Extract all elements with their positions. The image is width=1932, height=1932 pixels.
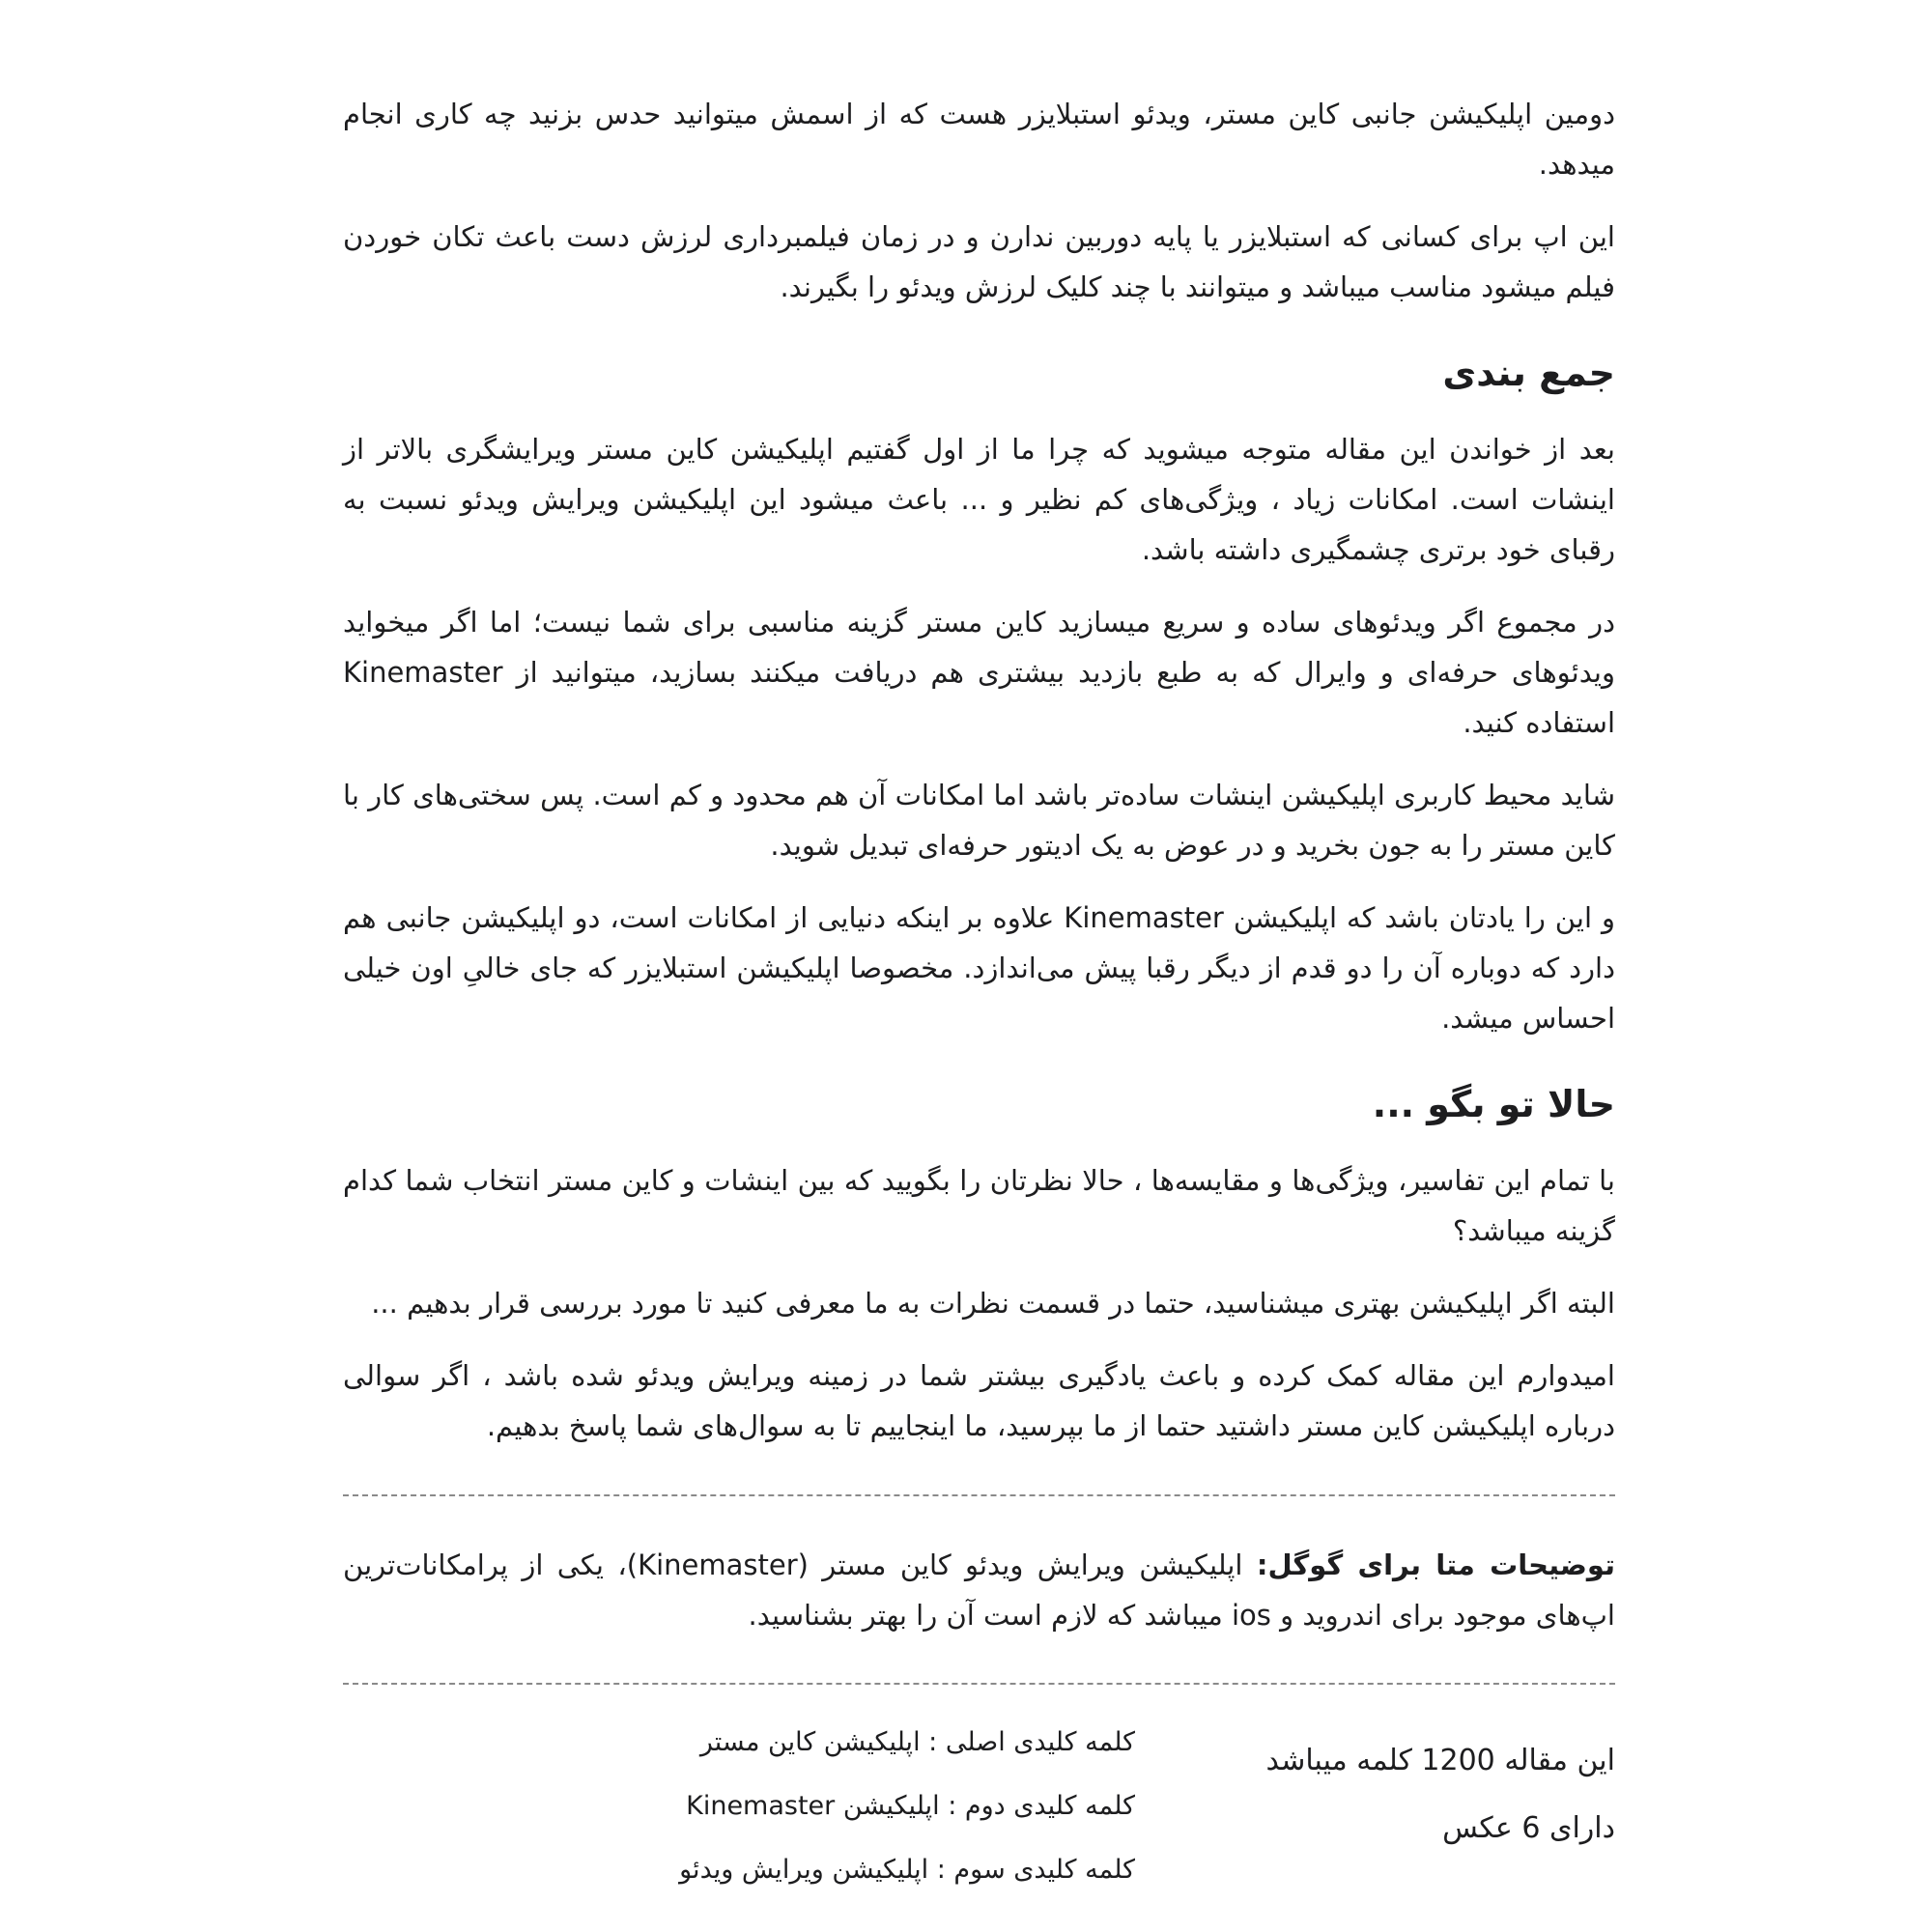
paragraph-stabilizer-intro: دومین اپلیکیشن جانبی کاین مستر، ویدئو استبلایزر هست که از اسمش میتوانید حدس بزنید چه کاری انجام میدهد. bbox=[343, 98, 1615, 181]
dashed-divider bbox=[343, 1683, 1615, 1685]
text-segment: و این را یادتان باشد که اپلیکیشن bbox=[1233, 901, 1615, 934]
dashed-divider bbox=[343, 1494, 1615, 1496]
text-segment: استفاده کنید. bbox=[1463, 706, 1615, 739]
heading-your-turn: حالا تو بگو ... bbox=[1372, 1083, 1615, 1125]
paragraph-stabilizer-use: این اپ برای کسانی که استبلایزر یا پایه دوربین ندارن و در زمان فیلمبرداری لرزش دست باعث تکان خوردن فیلم میشود مناسب میباشد و میتوانند با چند کلیک لرزش ویدئو را بگیرند. bbox=[343, 220, 1615, 303]
article-stats bbox=[1266, 1727, 1616, 1862]
paragraph-summary-4 bbox=[343, 893, 1615, 1043]
meta-description-label: توضیحات متا برای گوگل: bbox=[1256, 1548, 1615, 1581]
meta-description-text: اپلیکیشن ویرایش ویدئو کاین مستر (Kinemaster)، یکی از پرامکانات‌ترین اپ‌های موجود برای اندروید و ios میباشد که لازم است آن را بهتر بشناسید. bbox=[343, 1548, 1615, 1632]
paragraph-question: با تمام این تفاسیر، ویژگی‌ها و مقایسه‌ها ، حالا نظرتان را بگویید که بین اینشات و کاین مستر انتخاب شما کدام گزینه میباشد؟ bbox=[343, 1164, 1615, 1247]
meta-description bbox=[343, 1540, 1615, 1640]
photo-count: دارای 6 عکس bbox=[1442, 1811, 1615, 1845]
paragraph-summary-2 bbox=[343, 597, 1615, 748]
keyword-third: کلمه کلیدی سوم : اپلیکیشن ویرایش ویدئو bbox=[679, 1855, 1135, 1885]
keyword-list bbox=[679, 1711, 1135, 1902]
brand-name: Kinemaster bbox=[343, 656, 503, 689]
keyword-second: کلمه کلیدی دوم : اپلیکیشن Kinemaster bbox=[686, 1791, 1135, 1821]
text-segment: علاوه بر اینکه دنیایی از امکانات است، دو اپلیکیشن جانبی هم دارد که دوباره آن را دو قدم از دیگر رقبا پیش می‌اندازد. مخصوصا اپلیکیشن استبلایزر که جای خالیِ اون خیلی احساس میشد. bbox=[343, 901, 1615, 1035]
paragraph-summary-3: شاید محیط کاربری اپلیکیشن اینشات ساده‌تر باشد اما امکانات آن هم محدود و کم است. پس سختی‌های کار با کاین مستر را به جون بخرید و در عوض به یک ادیتور حرفه‌ای تبدیل شوید. bbox=[343, 779, 1615, 862]
brand-name: Kinemaster bbox=[1064, 901, 1224, 934]
paragraph-summary-1: بعد از خواندن این مقاله متوجه میشوید که چرا ما از اول گفتیم اپلیکیشن کاین مستر ویرایشگری بالاتر از اینشات است. امکانات زیاد ، ویژگی‌های کم نظیر و ... باعث میشود این اپلیکیشن ویرایش ویدئو نسبت به رقبای خود برتری چشمگیری داشته باشد. bbox=[343, 433, 1615, 566]
keyword-main: کلمه کلیدی اصلی : اپلیکیشن کاین مستر bbox=[699, 1727, 1135, 1757]
paragraph-suggest: البته اگر اپلیکیشن بهتری میشناسید، حتما در قسمت نظرات به ما معرفی کنید تا مورد بررسی قرار بدهیم ... bbox=[371, 1287, 1615, 1320]
article-body bbox=[343, 89, 1615, 1473]
word-count: این مقاله 1200 کلمه میباشد bbox=[1265, 1744, 1615, 1777]
heading-summary: جمع بندی bbox=[1442, 352, 1615, 394]
paragraph-closing: امیدوارم این مقاله کمک کرده و باعث یادگیری بیشتر شما در زمینه ویرایش ویدئو شده باشد ، اگر سوالی درباره اپلیکیشن کاین مستر داشتید حتما از ما بپرسید، ما اینجاییم تا به سوال‌های شما پاسخ بدهیم. bbox=[343, 1359, 1615, 1442]
text-segment: در مجموع اگر ویدئوهای ساده و سریع میسازید کاین مستر گزینه مناسبی برای شما نیست؛ اما اگر میخواید ویدئوهای حرفه‌ای و وایرال که به طبع بازدید بیشتری هم دریافت میکنند بسازید، میتوانید از bbox=[343, 606, 1615, 689]
